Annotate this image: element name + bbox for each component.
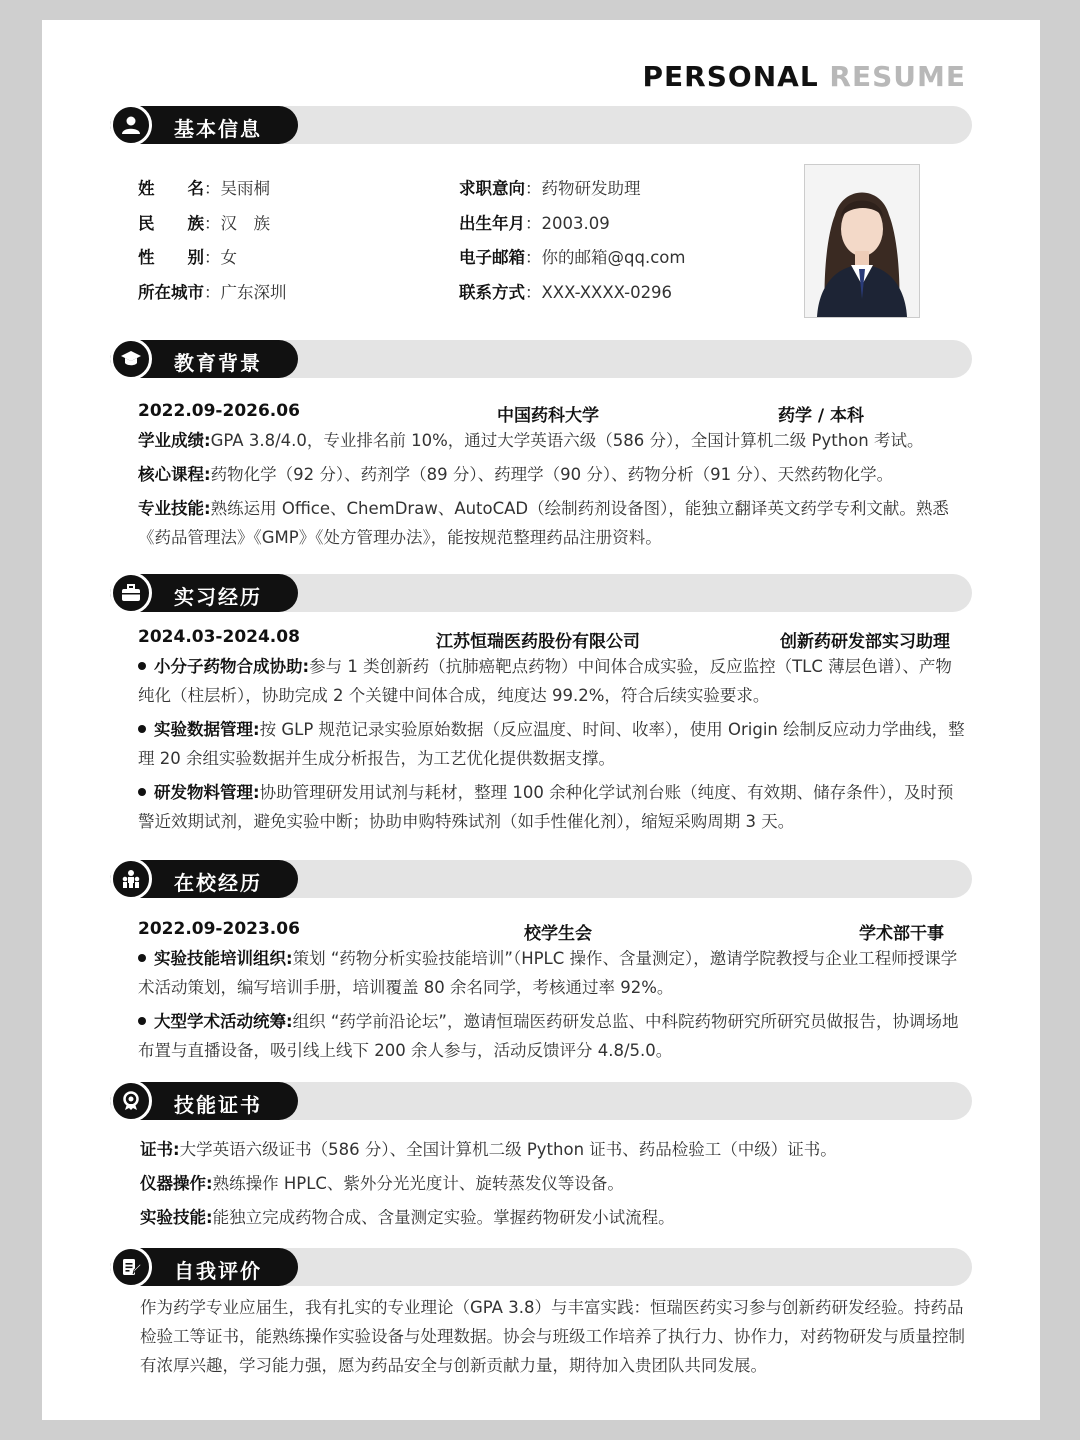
basic-name: 姓 名：吴雨桐 [138,179,270,198]
basic-email: 电子邮箱：你的邮箱@qq.com [459,248,686,267]
section-internship-header [110,572,972,614]
basic-city: 所在城市：广东深圳 [138,283,287,302]
resume-page [42,20,1040,1420]
campus-role: 学术部干事 [859,924,944,944]
internship-item: 实验数据管理:按 GLP 规范记录实验原始数据（反应温度、时间、收率），使用 Origin 绘制反应动力学曲线，整理 20 余组实验数据并生成分析报告，为工艺优化提供数据支撑。 [138,720,965,768]
internship-role: 创新药研发部实习助理 [780,632,950,652]
internship-item: 研发物料管理:协助管理研发用试剂与耗材，整理 100 余种化学试剂台账（纯度、有效期、储存条件），及时预警近效期试剂，避免实验中断；协助申购特殊试剂（如手性催化剂），缩短采购周期 3 天。 [138,783,954,831]
internship-company: 江苏恒瑞医药股份有限公司 [436,632,640,652]
internship-item: 小分子药物合成协助:参与 1 类创新药（抗肺癌靶点药物）中间体合成实验，反应监控（TLC 薄层色谱）、产物纯化（柱层析），协助完成 2 个关键中间体合成，纯度达 99.2%，符合后续实验要求。 [138,657,952,705]
skills-lab: 实验技能:能独立完成药物合成、含量测定实验。掌握药物研发小试流程。 [140,1208,675,1227]
graduation-cap-icon [110,338,152,380]
internship-period: 2024.03-2024.08 [138,627,300,647]
award-icon [110,1080,152,1122]
section-title-basic: 基本信息 [174,117,262,141]
education-major: 药学 / 本科 [778,406,865,426]
skills-instrument: 仪器操作:熟练操作 HPLC、紫外分光光度计、旋转蒸发仪等设备。 [140,1174,624,1193]
resume-title [643,60,966,93]
education-grades: 学业成绩:GPA 3.8/4.0，专业排名前 10%，通过大学英语六级（586 分），全国计算机二级 Python 考试。 [138,431,924,450]
basic-birth: 出生年月：2003.09 [459,214,610,233]
section-title-campus: 在校经历 [174,871,262,895]
people-icon [110,858,152,900]
campus-org: 校学生会 [524,924,592,944]
campus-item: 大型学术活动统筹:组织 “药学前沿论坛”，邀请恒瑞医药研发总监、中科院药物研究所研究员做报告，协调场地布置与直播设备，吸引线上线下 200 余人参与，活动反馈评分 4.8/5.0。 [138,1012,959,1060]
education-skills: 专业技能:熟练运用 Office、ChemDraw、AutoCAD（绘制药剂设备图），能独立翻译英文药学专利文献。熟悉《药品管理法》《GMP》《处方管理办法》，能按规范整理药品注册资料。 [138,499,949,547]
basic-gender: 性 别：女 [138,248,237,267]
education-courses: 核心课程:药物化学（92 分）、药剂学（89 分）、药理学（90 分）、药物分析（91 分）、天然药物化学。 [138,465,894,484]
section-skills-header [110,1080,972,1122]
campus-item: 实验技能培训组织:策划 “药物分析实验技能培训”（HPLC 操作、含量测定），邀请学院教授与企业工程师授课学术活动策划，编写培训手册，培训覆盖 80 余名同学，考核通过率 92%。 [138,949,958,997]
section-campus-header [110,858,972,900]
campus-period: 2022.09-2023.06 [138,919,300,939]
edit-note-icon [110,1246,152,1288]
basic-nation: 民 族：汉 族 [138,214,270,233]
briefcase-icon [110,572,152,614]
section-education-header [110,338,972,380]
self-evaluation-text: 作为药学专业应届生，我有扎实的专业理论（GPA 3.8）与丰富实践：恒瑞医药实习参与创新药研发经验。持药品检验工等证书，能熟练操作实验设备与处理数据。协会与班级工作培养了执行力、协作力，对药物研发与质量控制有浓厚兴趣，学习能力强，愿为药品安全与创新贡献力量，期待加入贵团队共同发展。 [140,1298,965,1375]
section-title-internship: 实习经历 [174,585,262,609]
education-period: 2022.09-2026.06 [138,401,300,421]
title-light: RESUME [829,60,966,93]
title-bold: PERSONAL [642,60,819,93]
basic-phone: 联系方式：XXX-XXXX-0296 [459,283,673,302]
profile-photo [804,164,920,318]
section-basic-header [110,104,972,146]
section-title-skills: 技能证书 [174,1093,262,1117]
section-title-education: 教育背景 [174,351,262,375]
section-self-header [110,1246,972,1288]
skills-cert: 证书:大学英语六级证书（586 分）、全国计算机二级 Python 证书、药品检验工（中级）证书。 [140,1140,837,1159]
section-title-self: 自我评价 [174,1259,262,1283]
education-school: 中国药科大学 [497,406,599,426]
user-icon [110,104,152,146]
basic-job: 求职意向：药物研发助理 [459,179,641,198]
